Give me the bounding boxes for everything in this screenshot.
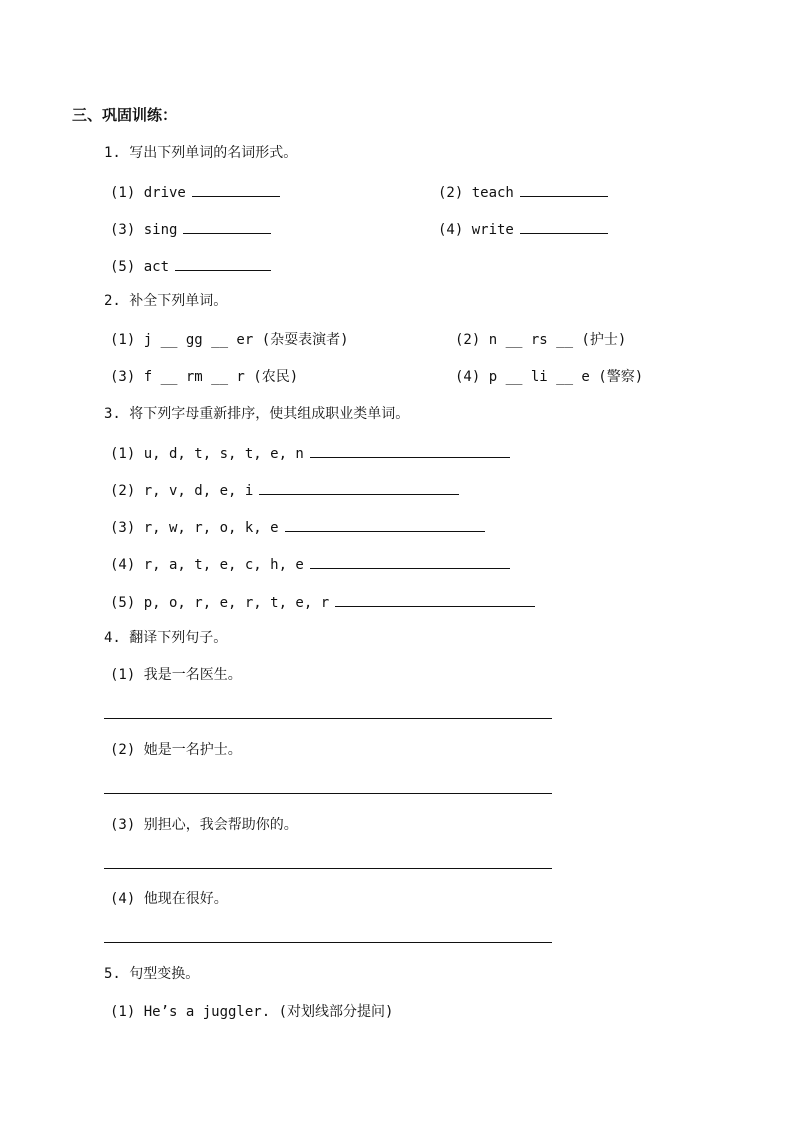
q4-item-4-answer-line[interactable] [104, 942, 552, 943]
question-2-heading: 2. 补全下列单词。 [104, 293, 228, 309]
q2-item-2: (2) n __ rs __ (护士) [455, 332, 627, 348]
q3-item-5-blank[interactable] [335, 592, 535, 607]
question-1-heading: 1. 写出下列单词的名词形式。 [104, 145, 298, 161]
q3-item-1-label: (1) u, d, t, s, t, e, n [110, 446, 304, 462]
q3-item-2-blank[interactable] [259, 480, 459, 495]
q1-item-2 [438, 182, 608, 202]
q2-item-3: (3) f __ rm __ r (农民) [110, 369, 299, 385]
q2-item-4: (4) p __ li __ e (警察) [455, 369, 644, 385]
section-title: 三、巩固训练： [72, 106, 178, 124]
q1-item-4 [438, 219, 608, 239]
q3-item-4-blank[interactable] [310, 554, 510, 569]
q1-item-4-label: (4) write [438, 222, 514, 238]
q3-item-1-blank[interactable] [310, 443, 510, 458]
q5-item-1: (1) He’s a juggler. (对划线部分提问) [110, 1004, 394, 1020]
q3-item-5-label: (5) p, o, r, e, r, t, e, r [110, 595, 330, 611]
q1-item-5-blank[interactable] [175, 256, 271, 271]
q3-item-3-blank[interactable] [285, 517, 485, 532]
q4-item-2-answer-line[interactable] [104, 793, 552, 794]
q1-item-2-blank[interactable] [520, 182, 608, 197]
q3-item-4-label: (4) r, a, t, e, c, h, e [110, 557, 304, 573]
q4-item-3-answer-line[interactable] [104, 868, 552, 869]
q1-item-4-blank[interactable] [520, 219, 608, 234]
q1-item-3 [110, 219, 271, 239]
q4-item-3: (3) 别担心，我会帮助你的。 [110, 817, 298, 833]
q4-item-1-answer-line[interactable] [104, 718, 552, 719]
q1-item-1-label: (1) drive [110, 185, 186, 201]
q3-item-3 [110, 517, 485, 537]
question-5-heading: 5. 句型变换。 [104, 966, 200, 982]
q1-item-2-label: (2) teach [438, 185, 514, 201]
q3-item-4 [110, 554, 510, 574]
q3-item-2 [110, 480, 459, 500]
q1-item-1 [110, 182, 280, 202]
q4-item-2: (2) 她是一名护士。 [110, 742, 242, 758]
q1-item-3-blank[interactable] [183, 219, 271, 234]
q1-item-5-label: (5) act [110, 259, 170, 275]
q1-item-1-blank[interactable] [192, 182, 280, 197]
q1-item-3-label: (3) sing [110, 222, 178, 238]
q3-item-3-label: (3) r, w, r, o, k, e [110, 520, 279, 536]
q4-item-1: (1) 我是一名医生。 [110, 667, 242, 683]
q1-item-5 [110, 256, 271, 276]
q4-item-4: (4) 他现在很好。 [110, 891, 228, 907]
q3-item-1 [110, 443, 510, 463]
q3-item-2-label: (2) r, v, d, e, i [110, 483, 254, 499]
question-3-heading: 3. 将下列字母重新排序，使其组成职业类单词。 [104, 406, 410, 422]
question-4-heading: 4. 翻译下列句子。 [104, 630, 228, 646]
q3-item-5 [110, 592, 535, 612]
q2-item-1: (1) j __ gg __ er (杂耍表演者) [110, 332, 349, 348]
